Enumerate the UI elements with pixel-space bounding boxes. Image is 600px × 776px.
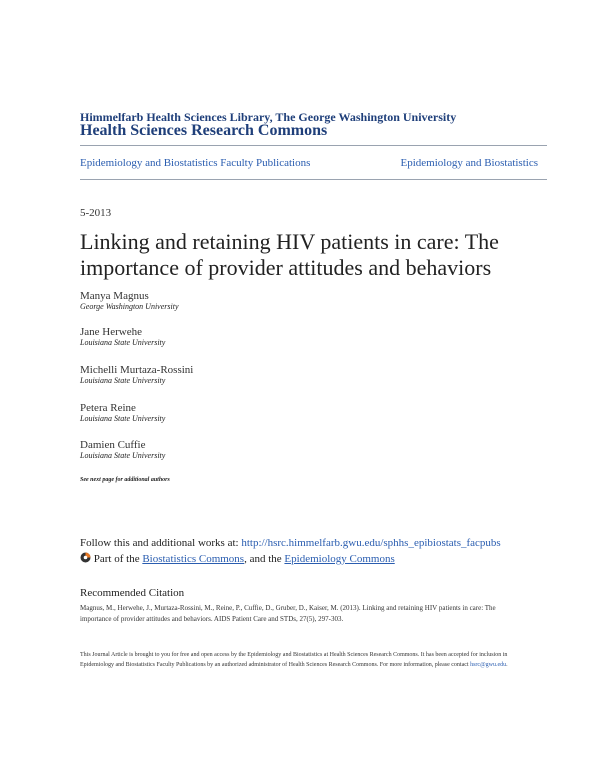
publication-date: 5-2013 xyxy=(80,207,112,219)
author-name: Manya Magnus xyxy=(80,290,149,302)
follow-line xyxy=(80,537,501,549)
commons-title[interactable]: Health Sciences Research Commons xyxy=(80,122,328,139)
library-name: Himmelfarb Health Sciences Library, The George Washington University xyxy=(80,110,457,124)
biostatistics-commons-link[interactable]: Biostatistics Commons xyxy=(142,553,245,565)
notice-end: . xyxy=(506,662,508,668)
citation-text: Magnus, M., Herwehe, J., Murtaza-Rossini, M., Reine, P., Cuffie, D., Gruber, D., Kaiser, M. (2013). Linking and retaining HIV patients in care: The importance of provider attitudes and behaviors. AIDS Patient Care and STDs, 27(5), 297-303. xyxy=(80,604,496,623)
see-next-page-note: See next page for additional authors xyxy=(80,477,170,483)
author-name: Michelli Murtaza-Rossini xyxy=(80,364,194,376)
collection-url-link[interactable]: http://hsrc.himmelfarb.gwu.edu/sphhs_epibiostats_facpubs xyxy=(241,537,501,549)
author-name: Damien Cuffie xyxy=(80,439,146,451)
recommended-citation-heading: Recommended Citation xyxy=(80,587,185,599)
author-block-1 xyxy=(80,290,179,311)
part-of-prefix: Part of the xyxy=(93,553,143,565)
author-block-4 xyxy=(80,402,165,423)
part-of-middle: , and the xyxy=(244,553,285,565)
article-title: Linking and retaining HIV patients in care: The importance of provider attitudes and behaviors xyxy=(80,229,499,280)
bottom-divider xyxy=(80,179,547,180)
author-block-3 xyxy=(80,364,193,385)
follow-prefix: Follow this and additional works at: xyxy=(80,537,242,549)
author-block-2 xyxy=(80,326,165,347)
author-name: Jane Herwehe xyxy=(80,326,142,338)
author-block-5 xyxy=(80,439,165,460)
top-divider xyxy=(80,145,547,146)
epidemiology-commons-link[interactable]: Epidemiology Commons xyxy=(284,553,395,565)
breadcrumb-department-link[interactable]: Epidemiology and Biostatistics xyxy=(400,157,538,169)
network-commons-icon xyxy=(80,552,91,563)
notice-text: This Journal Article is brought to you for free and open access by the Epidemiology and Biostatistics at Health Sciences Research Commons. It has been accepted for inclusion in Epidemiology and Biostatistics Faculty Publications by an authorized administrator of Health Sciences Research Commons. For more information, please contact xyxy=(80,652,508,668)
author-name: Petera Reine xyxy=(80,402,136,414)
breadcrumb-collection-link[interactable]: Epidemiology and Biostatistics Faculty Publications xyxy=(80,157,311,169)
author-affiliation: Louisiana State University xyxy=(80,338,166,347)
part-of-line xyxy=(80,552,395,565)
access-notice xyxy=(80,650,520,670)
author-affiliation: Louisiana State University xyxy=(80,376,166,385)
author-affiliation: George Washington University xyxy=(80,302,179,311)
author-affiliation: Louisiana State University xyxy=(80,414,166,423)
author-affiliation: Louisiana State University xyxy=(80,451,166,460)
contact-email-link[interactable]: hsrc@gwu.edu xyxy=(470,662,507,668)
